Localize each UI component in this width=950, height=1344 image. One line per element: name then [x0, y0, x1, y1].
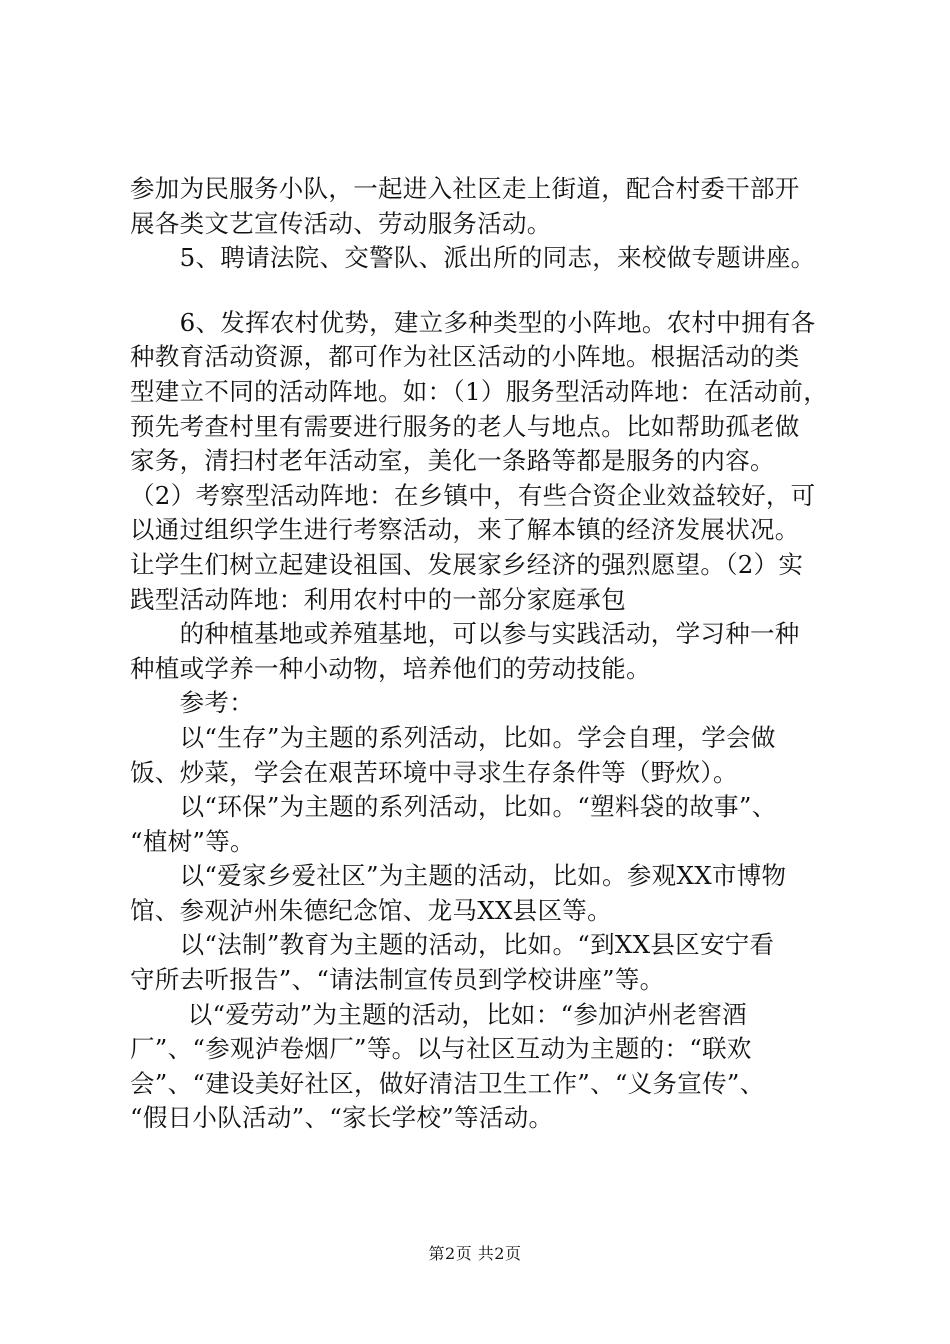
text-line: 践型活动阵地：利用农村中的一部分家庭承包	[130, 584, 626, 614]
text-line: 型建立不同的活动阵地。如：（1）服务型活动阵地：在活动前，	[130, 376, 829, 406]
document-body	[130, 172, 830, 1136]
text-line: 的种植基地或养殖基地，可以参与实践活动，学习种一种	[130, 619, 800, 649]
text-line: 6、发挥农村优势，建立多种类型的小阵地。农村中拥有各	[130, 307, 816, 337]
text-line: 参考：	[130, 688, 254, 718]
page-number: 第2页 共2页	[428, 1244, 522, 1263]
text-line: 厂”、“参观泸卷烟厂”等。以与社区互动为主题的：“联欢	[130, 1034, 752, 1064]
text-line: 展各类文艺宣传活动、劳动服务活动。	[130, 208, 552, 238]
text-line: 种教育活动资源，都可作为社区活动的小阵地。根据活动的类	[130, 342, 800, 372]
text-line: 以“爱家乡爱社区”为主题的活动，比如。参观XX市博物	[130, 861, 787, 891]
text-line: “植树”等。	[130, 826, 255, 856]
text-line: 以通过组织学生进行考察活动，来了解本镇的经济发展状况。	[130, 515, 800, 545]
text-line: 家务，清扫村老年活动室，美化一条路等都是服务的内容。	[130, 446, 775, 476]
text-line: “假日小队活动”、“家长学校”等活动。	[130, 1103, 554, 1133]
text-line: 参加为民服务小队，一起进入社区走上街道，配合村委干部开	[130, 174, 800, 203]
text-line: （2）考察型活动阵地：在乡镇中，有些合资企业效益较好，可	[130, 480, 816, 510]
paragraph-gap	[130, 276, 830, 306]
text-line: 馆、参观泸州朱德纪念馆、龙马XX县区等。	[130, 895, 612, 925]
text-line: 守所去听报告”、“请法制宣传员到学校讲座”等。	[130, 965, 665, 995]
text-line: 以“爱劳动”为主题的活动，比如：“参加泸州老窖酒	[130, 999, 747, 1029]
text-line: 预先考查村里有需要进行服务的老人与地点。比如帮助孤老做	[130, 411, 800, 441]
text-line: 饭、炒菜，学会在艰苦环境中寻求生存条件等（野炊）。	[130, 757, 738, 787]
text-line: 让学生们树立起建设祖国、发展家乡经济的强烈愿望。（2）实	[130, 549, 804, 579]
text-line: 5、聘请法院、交警队、派出所的同志，来校做专题讲座。	[130, 243, 816, 273]
text-line: 以“生存”为主题的系列活动，比如。学会自理，学会做	[130, 722, 776, 752]
page-footer	[0, 1243, 950, 1265]
text-line: 种植或学养一种小动物，培养他们的劳动技能。	[130, 653, 651, 683]
text-line: 以“环保”为主题的系列活动，比如。“塑料袋的故事”、	[130, 792, 777, 822]
text-line: 会”、“建设美好社区，做好清洁卫生工作”、“义务宣传”、	[130, 1068, 765, 1098]
text-line: 以“法制”教育为主题的活动，比如。“到XX县区安宁看	[130, 930, 775, 960]
